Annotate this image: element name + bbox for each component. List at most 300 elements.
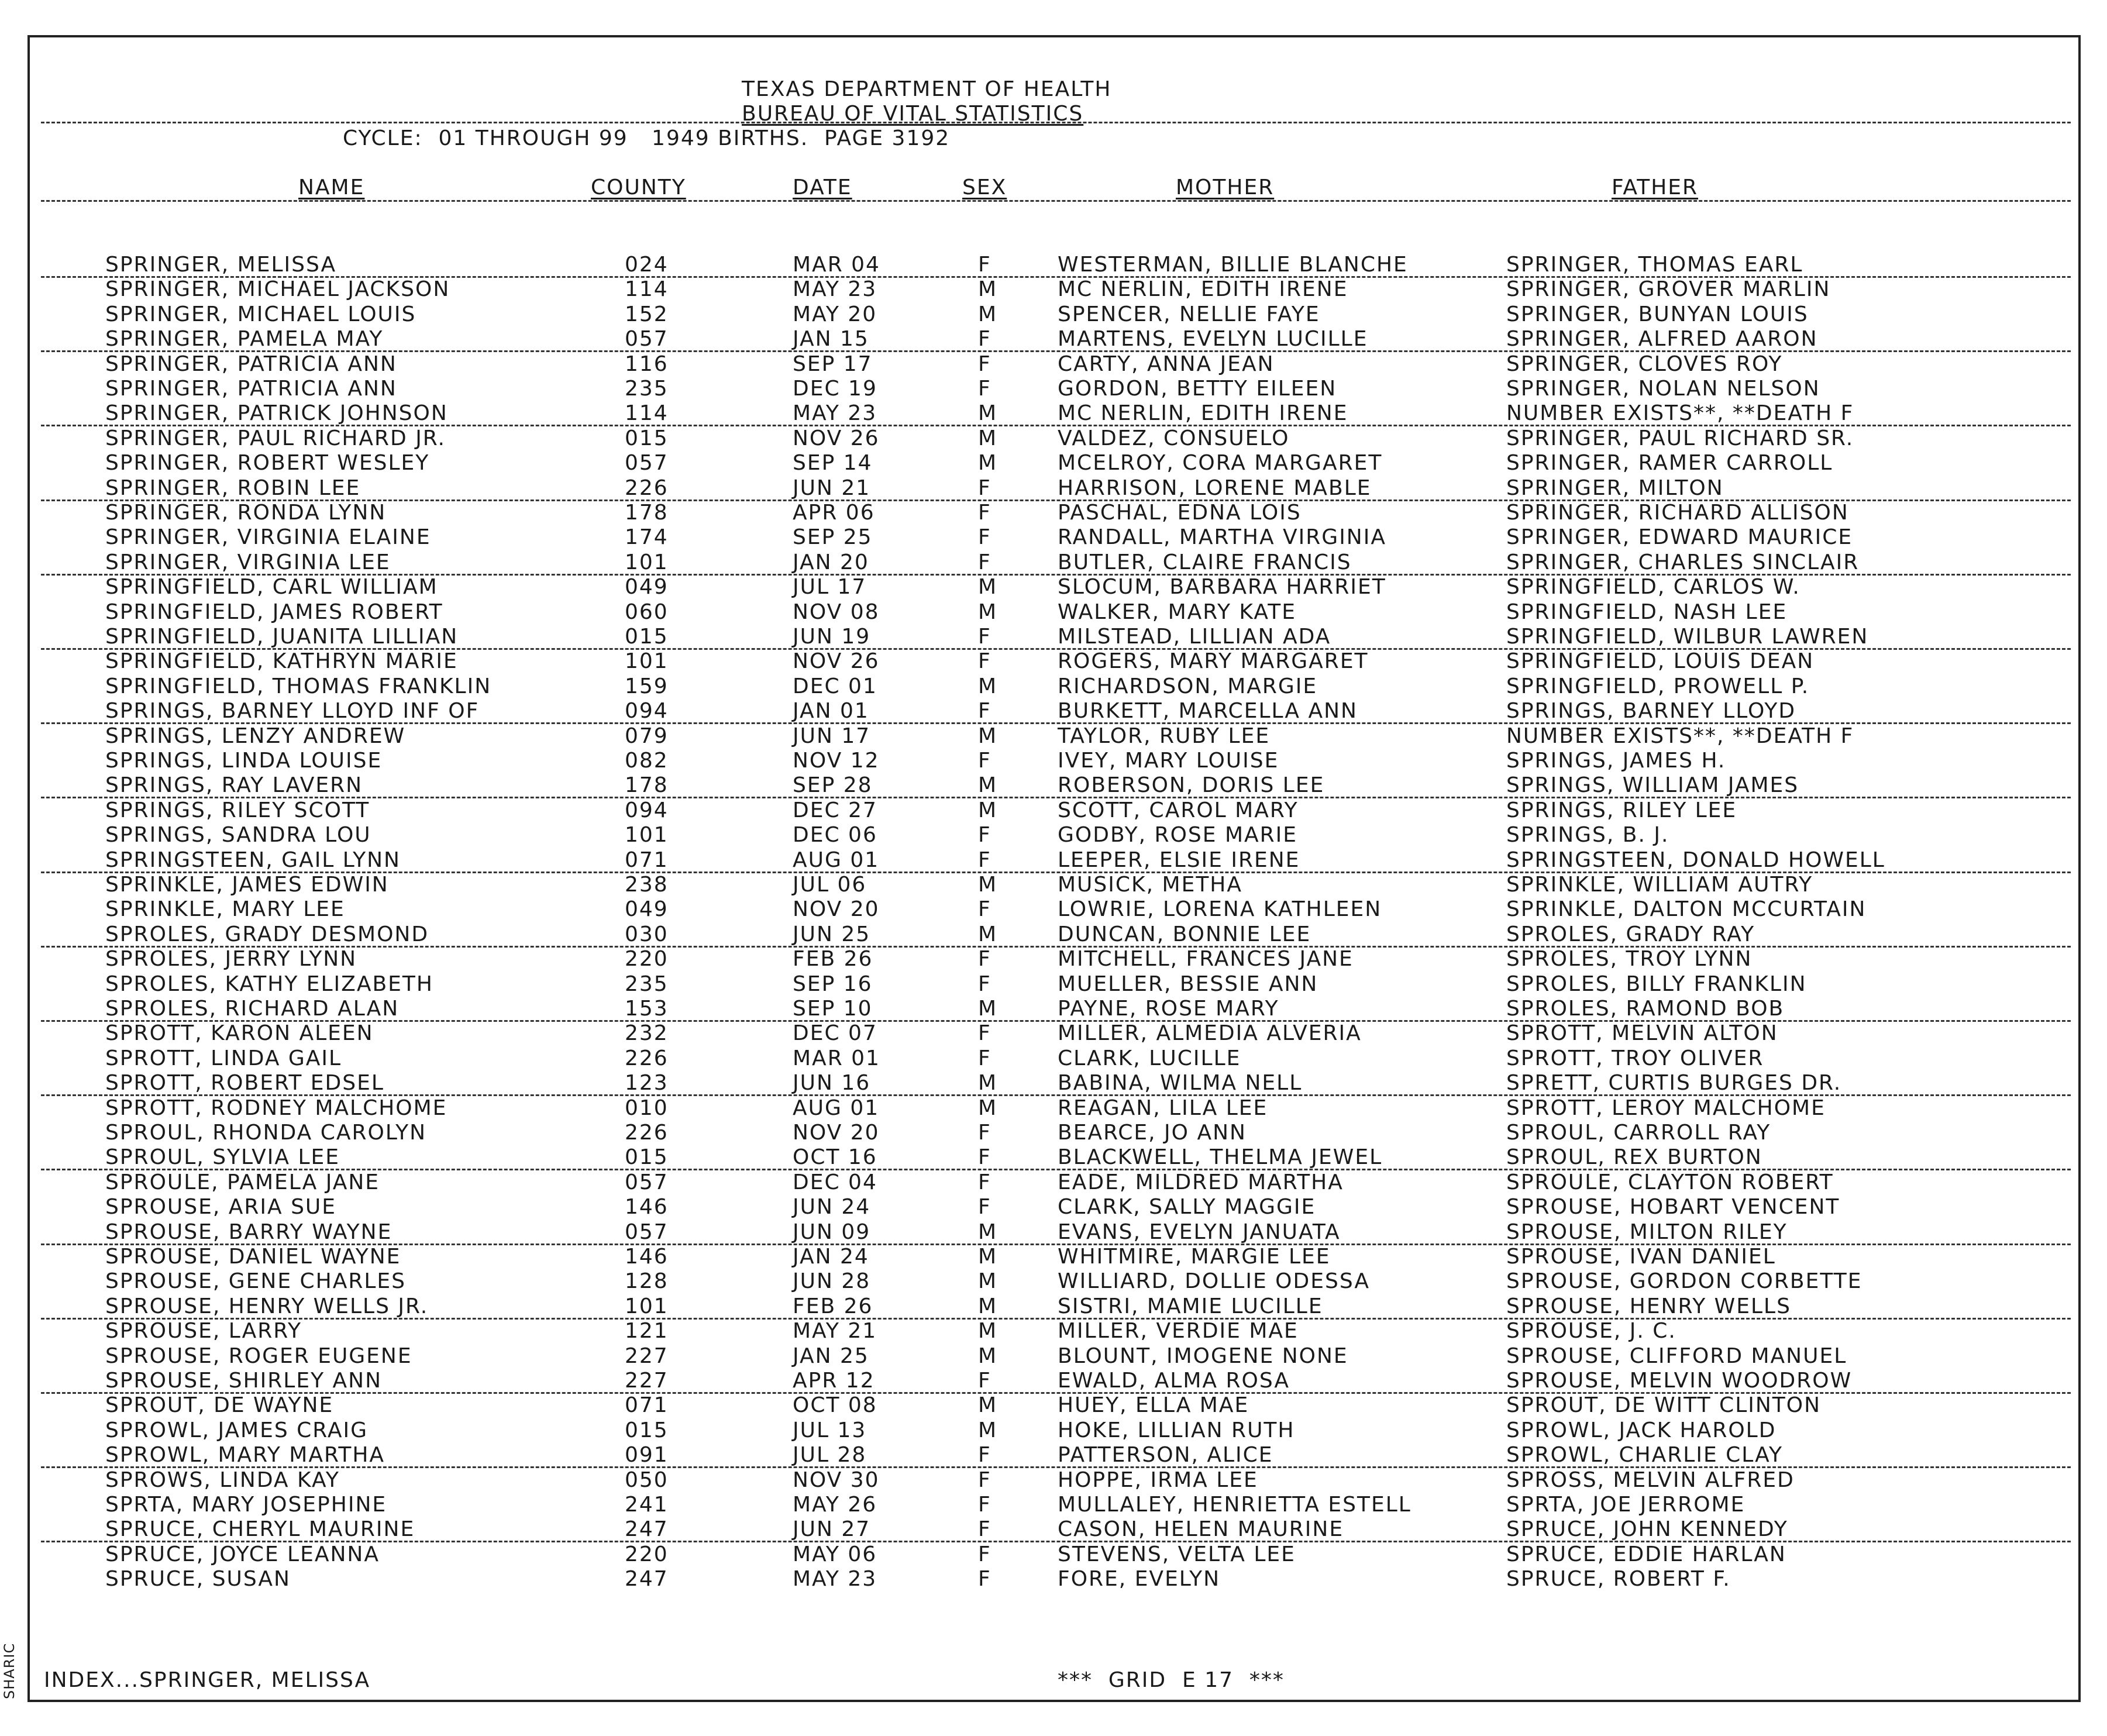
cell-sex: F xyxy=(978,699,991,724)
cell-county: 082 xyxy=(625,749,669,773)
cell-county: 060 xyxy=(625,600,669,624)
cell-mother: EADE, MILDRED MARTHA xyxy=(1058,1170,1344,1194)
cell-mother: HOPPE, IRMA LEE xyxy=(1058,1468,1258,1492)
cell-father: SPROWL, CHARLIE CLAY xyxy=(1506,1443,1784,1468)
cell-county: 015 xyxy=(625,625,669,649)
cell-sex: F xyxy=(978,625,991,649)
cell-mother: MCELROY, CORA MARGARET xyxy=(1058,451,1383,476)
cell-mother: HARRISON, LORENE MABLE xyxy=(1058,476,1372,500)
cell-mother: FORE, EVELYN xyxy=(1058,1567,1221,1592)
cell-mother: ROBERSON, DORIS LEE xyxy=(1058,773,1325,798)
cell-name: SPROUL, SYLVIA LEE xyxy=(105,1145,340,1170)
cell-sex: M xyxy=(978,1245,998,1269)
cell-name: SPROTT, KARON ALEEN xyxy=(105,1021,374,1046)
cell-county: 226 xyxy=(625,476,669,500)
cell-county: 226 xyxy=(625,1121,669,1145)
cell-father: SPRINGER, BUNYAN LOUIS xyxy=(1506,302,1809,326)
cell-name: SPRINGER, MICHAEL JACKSON xyxy=(105,277,450,302)
cell-sex: M xyxy=(978,1220,998,1244)
cell-date: OCT 16 xyxy=(793,1145,877,1170)
cell-sex: F xyxy=(978,1517,991,1542)
cell-sex: M xyxy=(978,997,998,1021)
cell-name: SPROUSE, ARIA SUE xyxy=(105,1195,337,1220)
cell-county: 128 xyxy=(625,1269,669,1294)
cell-date: JAN 01 xyxy=(793,699,869,724)
cell-mother: STEVENS, VELTA LEE xyxy=(1058,1542,1296,1566)
cell-date: APR 12 xyxy=(793,1369,875,1393)
cell-name: SPROUSE, GENE CHARLES xyxy=(105,1269,407,1294)
cell-county: 015 xyxy=(625,1145,669,1170)
cell-date: OCT 08 xyxy=(793,1393,877,1418)
cell-mother: BUTLER, CLAIRE FRANCIS xyxy=(1058,550,1352,574)
cell-sex: F xyxy=(978,947,991,972)
cell-date: MAY 20 xyxy=(793,302,877,326)
cell-father: SPRINGER, PAUL RICHARD SR. xyxy=(1506,426,1854,450)
cell-sex: F xyxy=(978,253,991,277)
cell-name: SPRTA, MARY JOSEPHINE xyxy=(105,1493,387,1517)
cell-sex: F xyxy=(978,1121,991,1145)
cell-county: 227 xyxy=(625,1344,669,1368)
cell-name: SPRINGER, PAMELA MAY xyxy=(105,327,384,352)
header-rule xyxy=(41,122,2071,123)
cell-mother: MUELLER, BESSIE ANN xyxy=(1058,972,1318,996)
cell-father: SPRUCE, ROBERT F. xyxy=(1506,1567,1731,1592)
cell-date: DEC 27 xyxy=(793,798,877,822)
cell-county: 101 xyxy=(625,823,669,848)
cell-sex: M xyxy=(978,1071,998,1096)
column-header-name: NAME xyxy=(298,175,365,199)
cell-mother: SLOCUM, BARBARA HARRIET xyxy=(1058,575,1386,600)
cell-father: SPROLES, RAMOND BOB xyxy=(1506,997,1785,1021)
cell-father: SPRINGFIELD, CARLOS W. xyxy=(1506,575,1800,600)
cell-name: SPROWL, JAMES CRAIG xyxy=(105,1418,368,1442)
cell-name: SPRINGFIELD, JUANITA LILLIAN xyxy=(105,625,459,649)
cell-name: SPROUSE, BARRY WAYNE xyxy=(105,1220,393,1244)
cell-mother: BLACKWELL, THELMA JEWEL xyxy=(1058,1145,1383,1170)
cell-mother: BEARCE, JO ANN xyxy=(1058,1121,1247,1145)
column-header-rule xyxy=(41,200,2071,202)
cell-sex: M xyxy=(978,1418,998,1442)
cell-county: 015 xyxy=(625,426,669,450)
cell-sex: F xyxy=(978,1542,991,1566)
cell-sex: F xyxy=(978,476,991,500)
cell-father: NUMBER EXISTS**, **DEATH F xyxy=(1506,724,1854,748)
column-header-father: FATHER xyxy=(1612,175,1699,199)
cell-father: SPRINGER, RAMER CARROLL xyxy=(1506,451,1833,476)
cell-mother: DUNCAN, BONNIE LEE xyxy=(1058,922,1311,946)
cell-mother: IVEY, MARY LOUISE xyxy=(1058,749,1279,773)
cell-date: NOV 30 xyxy=(793,1468,880,1492)
cell-father: SPRINGER, NOLAN NELSON xyxy=(1506,377,1820,401)
cell-date: JUN 28 xyxy=(793,1269,871,1294)
cell-name: SPROTT, RODNEY MALCHOME xyxy=(105,1096,447,1120)
cell-county: 235 xyxy=(625,972,669,996)
cell-name: SPRINGS, RAY LAVERN xyxy=(105,773,363,798)
cell-name: SPROLES, KATHY ELIZABETH xyxy=(105,972,433,996)
cell-sex: M xyxy=(978,873,998,897)
cell-father: SPRINGER, THOMAS EARL xyxy=(1506,253,1803,277)
cell-mother: GORDON, BETTY EILEEN xyxy=(1058,377,1337,401)
cell-name: SPRINGER, PATRICIA ANN xyxy=(105,377,397,401)
cell-mother: HUEY, ELLA MAE xyxy=(1058,1393,1249,1418)
cell-county: 247 xyxy=(625,1517,669,1542)
cell-date: MAY 23 xyxy=(793,1567,877,1592)
cell-sex: F xyxy=(978,649,991,674)
cell-date: JUN 19 xyxy=(793,625,871,649)
column-header-mother: MOTHER xyxy=(1176,175,1275,199)
cell-sex: F xyxy=(978,1046,991,1070)
cell-date: DEC 19 xyxy=(793,377,877,401)
cell-name: SPROTT, ROBERT EDSEL xyxy=(105,1071,384,1096)
cell-date: JAN 25 xyxy=(793,1344,869,1368)
cell-date: FEB 26 xyxy=(793,947,873,972)
column-header-date: DATE xyxy=(793,175,852,199)
cell-sex: F xyxy=(978,1468,991,1492)
cell-county: 057 xyxy=(625,451,669,476)
cell-father: SPRINGFIELD, NASH LEE xyxy=(1506,600,1788,624)
cell-county: 094 xyxy=(625,699,669,724)
cell-county: 049 xyxy=(625,575,669,600)
cell-name: SPRINGS, LINDA LOUISE xyxy=(105,749,383,773)
cell-county: 101 xyxy=(625,1294,669,1318)
cell-date: MAY 26 xyxy=(793,1493,877,1517)
cell-date: DEC 01 xyxy=(793,674,877,698)
cell-date: NOV 08 xyxy=(793,600,880,624)
cell-date: SEP 28 xyxy=(793,773,873,798)
cell-county: 159 xyxy=(625,674,669,698)
cell-sex: F xyxy=(978,550,991,574)
cell-date: MAY 23 xyxy=(793,401,877,426)
cell-sex: F xyxy=(978,377,991,401)
cell-father: SPRINGS, B. J. xyxy=(1506,823,1669,848)
cell-father: SPRINGFIELD, WILBUR LAWREN xyxy=(1506,625,1869,649)
cell-father: SPROUT, DE WITT CLINTON xyxy=(1506,1393,1822,1418)
cell-name: SPRINKLE, MARY LEE xyxy=(105,897,345,922)
cell-date: JAN 15 xyxy=(793,327,869,352)
cell-name: SPROLES, GRADY DESMOND xyxy=(105,922,429,946)
cell-mother: MILLER, ALMEDIA ALVERIA xyxy=(1058,1021,1362,1046)
cell-county: 146 xyxy=(625,1195,669,1220)
cell-mother: PASCHAL, EDNA LOIS xyxy=(1058,501,1302,525)
cell-date: MAR 04 xyxy=(793,253,880,277)
cell-county: 024 xyxy=(625,253,669,277)
cell-county: 247 xyxy=(625,1567,669,1592)
cell-date: MAY 23 xyxy=(793,277,877,302)
cell-father: SPRUCE, JOHN KENNEDY xyxy=(1506,1517,1788,1542)
cell-father: SPRINGER, CLOVES ROY xyxy=(1506,352,1783,376)
cell-county: 238 xyxy=(625,873,669,897)
cell-mother: HOKE, LILLIAN RUTH xyxy=(1058,1418,1295,1442)
cell-mother: MULLALEY, HENRIETTA ESTELL xyxy=(1058,1493,1411,1517)
cell-date: DEC 06 xyxy=(793,823,877,848)
cell-father: SPRINGER, MILTON xyxy=(1506,476,1724,500)
cell-father: SPROLES, GRADY RAY xyxy=(1506,922,1755,946)
cell-county: 226 xyxy=(625,1046,669,1070)
cell-father: SPRINGFIELD, LOUIS DEAN xyxy=(1506,649,1815,674)
cell-county: 015 xyxy=(625,1418,669,1442)
cell-sex: M xyxy=(978,302,998,326)
cell-sex: F xyxy=(978,1170,991,1194)
cell-sex: F xyxy=(978,352,991,376)
cell-date: MAY 21 xyxy=(793,1319,877,1344)
cell-father: SPROUL, REX BURTON xyxy=(1506,1145,1762,1170)
cell-sex: F xyxy=(978,897,991,922)
cell-sex: M xyxy=(978,451,998,476)
cell-date: JUL 17 xyxy=(793,575,867,600)
cell-name: SPRUCE, SUSAN xyxy=(105,1567,291,1592)
cell-county: 114 xyxy=(625,277,669,302)
cell-father: SPRINGS, WILLIAM JAMES xyxy=(1506,773,1799,798)
cell-county: 153 xyxy=(625,997,669,1021)
cell-name: SPRINGER, RONDA LYNN xyxy=(105,501,387,525)
cell-date: SEP 17 xyxy=(793,352,873,376)
cell-date: MAY 06 xyxy=(793,1542,877,1566)
cell-name: SPRINGER, MELISSA xyxy=(105,253,337,277)
cell-sex: M xyxy=(978,922,998,946)
cell-mother: ROGERS, MARY MARGARET xyxy=(1058,649,1369,674)
cell-father: SPROUSE, IVAN DANIEL xyxy=(1506,1245,1776,1269)
cell-mother: RANDALL, MARTHA VIRGINIA xyxy=(1058,525,1386,550)
cell-father: SPROUSE, HOBART VENCENT xyxy=(1506,1195,1840,1220)
cell-name: SPRINGER, VIRGINIA ELAINE xyxy=(105,525,431,550)
cell-sex: M xyxy=(978,1344,998,1368)
cell-name: SPRINGSTEEN, GAIL LYNN xyxy=(105,848,401,872)
cell-date: SEP 14 xyxy=(793,451,873,476)
cell-name: SPROUSE, DANIEL WAYNE xyxy=(105,1245,401,1269)
cell-date: JUL 28 xyxy=(793,1443,867,1468)
cell-name: SPROUSE, SHIRLEY ANN xyxy=(105,1369,383,1393)
footer-index: INDEX...SPRINGER, MELISSA xyxy=(44,1668,371,1692)
cell-mother: PATTERSON, ALICE xyxy=(1058,1443,1273,1468)
row-group-rule xyxy=(41,1318,2071,1320)
cell-sex: F xyxy=(978,1369,991,1393)
cell-county: 094 xyxy=(625,798,669,822)
cell-father: SPRTA, JOE JERROME xyxy=(1506,1493,1745,1517)
column-header-county: COUNTY xyxy=(591,175,686,199)
cell-county: 057 xyxy=(625,327,669,352)
cell-name: SPRUCE, CHERYL MAURINE xyxy=(105,1517,415,1542)
cell-mother: LEEPER, ELSIE IRENE xyxy=(1058,848,1300,872)
cell-date: MAR 01 xyxy=(793,1046,880,1070)
cell-county: 101 xyxy=(625,649,669,674)
cell-sex: F xyxy=(978,1567,991,1592)
cell-county: 079 xyxy=(625,724,669,748)
cell-sex: F xyxy=(978,972,991,996)
cell-father: SPRINGER, ALFRED AARON xyxy=(1506,327,1818,352)
cell-mother: MITCHELL, FRANCES JANE xyxy=(1058,947,1354,972)
cell-father: SPRETT, CURTIS BURGES DR. xyxy=(1506,1071,1842,1096)
cell-sex: F xyxy=(978,1493,991,1517)
cell-date: FEB 26 xyxy=(793,1294,873,1318)
cell-mother: CARTY, ANNA JEAN xyxy=(1058,352,1275,376)
cell-father: SPROTT, LEROY MALCHOME xyxy=(1506,1096,1826,1120)
cell-name: SPRINGS, LENZY ANDREW xyxy=(105,724,406,748)
cell-name: SPRINGS, RILEY SCOTT xyxy=(105,798,370,822)
cell-sex: M xyxy=(978,798,998,822)
cell-sex: M xyxy=(978,773,998,798)
cell-date: JUN 24 xyxy=(793,1195,871,1220)
cell-father: SPRINGER, CHARLES SINCLAIR xyxy=(1506,550,1860,574)
cell-father: SPRINKLE, DALTON MCCURTAIN xyxy=(1506,897,1867,922)
cell-county: 232 xyxy=(625,1021,669,1046)
cell-sex: M xyxy=(978,401,998,426)
cell-mother: SCOTT, CAROL MARY xyxy=(1058,798,1299,822)
cell-sex: F xyxy=(978,823,991,848)
cell-father: SPRINGER, EDWARD MAURICE xyxy=(1506,525,1853,550)
cell-name: SPROTT, LINDA GAIL xyxy=(105,1046,342,1070)
cell-father: SPRUCE, EDDIE HARLAN xyxy=(1506,1542,1786,1566)
header-title: TEXAS DEPARTMENT OF HEALTH xyxy=(742,77,1112,101)
cell-mother: REAGAN, LILA LEE xyxy=(1058,1096,1268,1120)
cell-name: SPRINGFIELD, JAMES ROBERT xyxy=(105,600,443,624)
cell-date: NOV 12 xyxy=(793,749,880,773)
cell-date: NOV 20 xyxy=(793,897,880,922)
cell-name: SPRINGER, PAUL RICHARD JR. xyxy=(105,426,446,450)
cell-sex: F xyxy=(978,1021,991,1046)
cell-father: SPROWL, JACK HAROLD xyxy=(1506,1418,1777,1442)
cell-mother: VALDEZ, CONSUELO xyxy=(1058,426,1290,450)
cell-mother: MC NERLIN, EDITH IRENE xyxy=(1058,277,1348,302)
cell-mother: LOWRIE, LORENA KATHLEEN xyxy=(1058,897,1382,922)
cell-name: SPRINGER, MICHAEL LOUIS xyxy=(105,302,416,326)
cell-father: SPROUSE, HENRY WELLS xyxy=(1506,1294,1791,1318)
cell-father: SPROTT, MELVIN ALTON xyxy=(1506,1021,1778,1046)
cell-county: 121 xyxy=(625,1319,669,1344)
cell-father: SPRINGFIELD, PROWELL P. xyxy=(1506,674,1810,698)
cell-father: SPROLES, BILLY FRANKLIN xyxy=(1506,972,1807,996)
cell-sex: M xyxy=(978,1319,998,1344)
cell-date: JUN 27 xyxy=(793,1517,871,1542)
cell-county: 057 xyxy=(625,1170,669,1194)
cell-mother: BLOUNT, IMOGENE NONE xyxy=(1058,1344,1348,1368)
cell-father: SPRINGSTEEN, DONALD HOWELL xyxy=(1506,848,1885,872)
cell-name: SPRINKLE, JAMES EDWIN xyxy=(105,873,389,897)
cell-father: SPROLES, TROY LYNN xyxy=(1506,947,1753,972)
cell-name: SPRINGS, BARNEY LLOYD INF OF xyxy=(105,699,480,724)
cell-sex: M xyxy=(978,277,998,302)
cell-sex: M xyxy=(978,575,998,600)
cell-sex: F xyxy=(978,1195,991,1220)
cell-sex: F xyxy=(978,1443,991,1468)
cell-father: SPRINGER, RICHARD ALLISON xyxy=(1506,501,1849,525)
cell-sex: F xyxy=(978,749,991,773)
cell-mother: TAYLOR, RUBY LEE xyxy=(1058,724,1271,748)
cell-father: SPRINGS, RILEY LEE xyxy=(1506,798,1737,822)
cell-county: 050 xyxy=(625,1468,669,1492)
cell-name: SPROUSE, ROGER EUGENE xyxy=(105,1344,412,1368)
cell-date: JAN 20 xyxy=(793,550,869,574)
cell-father: SPRINGS, JAMES H. xyxy=(1506,749,1726,773)
cell-sex: F xyxy=(978,501,991,525)
cell-date: AUG 01 xyxy=(793,1096,880,1120)
cell-name: SPROWS, LINDA KAY xyxy=(105,1468,340,1492)
cell-mother: SISTRI, MAMIE LUCILLE xyxy=(1058,1294,1323,1318)
cell-name: SPRINGER, PATRICK JOHNSON xyxy=(105,401,448,426)
cell-mother: BURKETT, MARCELLA ANN xyxy=(1058,699,1358,724)
cell-mother: CLARK, SALLY MAGGIE xyxy=(1058,1195,1316,1220)
cell-date: SEP 16 xyxy=(793,972,873,996)
cell-sex: M xyxy=(978,600,998,624)
cell-mother: RICHARDSON, MARGIE xyxy=(1058,674,1318,698)
cell-mother: WILLIARD, DOLLIE ODESSA xyxy=(1058,1269,1370,1294)
cell-date: JUN 17 xyxy=(793,724,871,748)
cell-mother: MILSTEAD, LILLIAN ADA xyxy=(1058,625,1331,649)
cell-mother: CLARK, LUCILLE xyxy=(1058,1046,1241,1070)
cell-name: SPROUSE, LARRY xyxy=(105,1319,302,1344)
cell-sex: F xyxy=(978,1145,991,1170)
cell-county: 178 xyxy=(625,773,669,798)
header-subtitle: BUREAU OF VITAL STATISTICS xyxy=(742,102,1084,126)
cell-father: SPROUSE, MELVIN WOODROW xyxy=(1506,1369,1853,1393)
cell-mother: WHITMIRE, MARGIE LEE xyxy=(1058,1245,1331,1269)
cell-date: JUN 21 xyxy=(793,476,871,500)
cell-mother: MUSICK, METHA xyxy=(1058,873,1243,897)
cell-father: SPROSS, MELVIN ALFRED xyxy=(1506,1468,1795,1492)
cell-mother: SPENCER, NELLIE FAYE xyxy=(1058,302,1320,326)
cell-name: SPROUT, DE WAYNE xyxy=(105,1393,334,1418)
cell-father: SPRINGER, GROVER MARLIN xyxy=(1506,277,1831,302)
cell-father: SPROUSE, J. C. xyxy=(1506,1319,1676,1344)
cell-mother: CASON, HELEN MAURINE xyxy=(1058,1517,1344,1542)
cell-father: SPROUSE, MILTON RILEY xyxy=(1506,1220,1788,1244)
cell-date: JUL 13 xyxy=(793,1418,867,1442)
cell-mother: GODBY, ROSE MARIE xyxy=(1058,823,1298,848)
cell-mother: WESTERMAN, BILLIE BLANCHE xyxy=(1058,253,1408,277)
cell-county: 174 xyxy=(625,525,669,550)
cell-mother: EVANS, EVELYN JANUATA xyxy=(1058,1220,1341,1244)
cell-date: NOV 26 xyxy=(793,426,880,450)
cell-mother: PAYNE, ROSE MARY xyxy=(1058,997,1279,1021)
column-header-sex: SEX xyxy=(962,175,1007,199)
cell-name: SPROUL, RHONDA CAROLYN xyxy=(105,1121,427,1145)
cell-mother: MILLER, VERDIE MAE xyxy=(1058,1319,1299,1344)
cell-date: NOV 26 xyxy=(793,649,880,674)
cell-father: NUMBER EXISTS**, **DEATH F xyxy=(1506,401,1854,426)
cell-name: SPROULE, PAMELA JANE xyxy=(105,1170,380,1194)
cell-mother: MC NERLIN, EDITH IRENE xyxy=(1058,401,1348,426)
cell-date: SEP 25 xyxy=(793,525,873,550)
cell-sex: M xyxy=(978,724,998,748)
cell-father: SPROUSE, CLIFFORD MANUEL xyxy=(1506,1344,1847,1368)
cell-date: JUN 25 xyxy=(793,922,871,946)
cell-sex: M xyxy=(978,426,998,450)
cell-date: JUN 16 xyxy=(793,1071,871,1096)
cell-county: 152 xyxy=(625,302,669,326)
cell-date: JUN 09 xyxy=(793,1220,871,1244)
cell-name: SPRINGFIELD, KATHRYN MARIE xyxy=(105,649,458,674)
cell-county: 220 xyxy=(625,1542,669,1566)
cell-sex: F xyxy=(978,327,991,352)
cell-name: SPROWL, MARY MARTHA xyxy=(105,1443,385,1468)
cell-name: SPROLES, RICHARD ALAN xyxy=(105,997,400,1021)
cell-county: 227 xyxy=(625,1369,669,1393)
cell-county: 057 xyxy=(625,1220,669,1244)
cell-sex: F xyxy=(978,848,991,872)
cell-date: SEP 10 xyxy=(793,997,873,1021)
cell-mother: WALKER, MARY KATE xyxy=(1058,600,1296,624)
cell-county: 241 xyxy=(625,1493,669,1517)
cell-mother: MARTENS, EVELYN LUCILLE xyxy=(1058,327,1368,352)
cell-mother: EWALD, ALMA ROSA xyxy=(1058,1369,1290,1393)
cell-county: 235 xyxy=(625,377,669,401)
cell-name: SPRINGER, PATRICIA ANN xyxy=(105,352,397,376)
cell-county: 030 xyxy=(625,922,669,946)
cell-father: SPRINKLE, WILLIAM AUTRY xyxy=(1506,873,1813,897)
cell-name: SPRUCE, JOYCE LEANNA xyxy=(105,1542,380,1566)
cell-date: NOV 20 xyxy=(793,1121,880,1145)
cell-father: SPROUL, CARROLL RAY xyxy=(1506,1121,1771,1145)
cell-father: SPROULE, CLAYTON ROBERT xyxy=(1506,1170,1834,1194)
